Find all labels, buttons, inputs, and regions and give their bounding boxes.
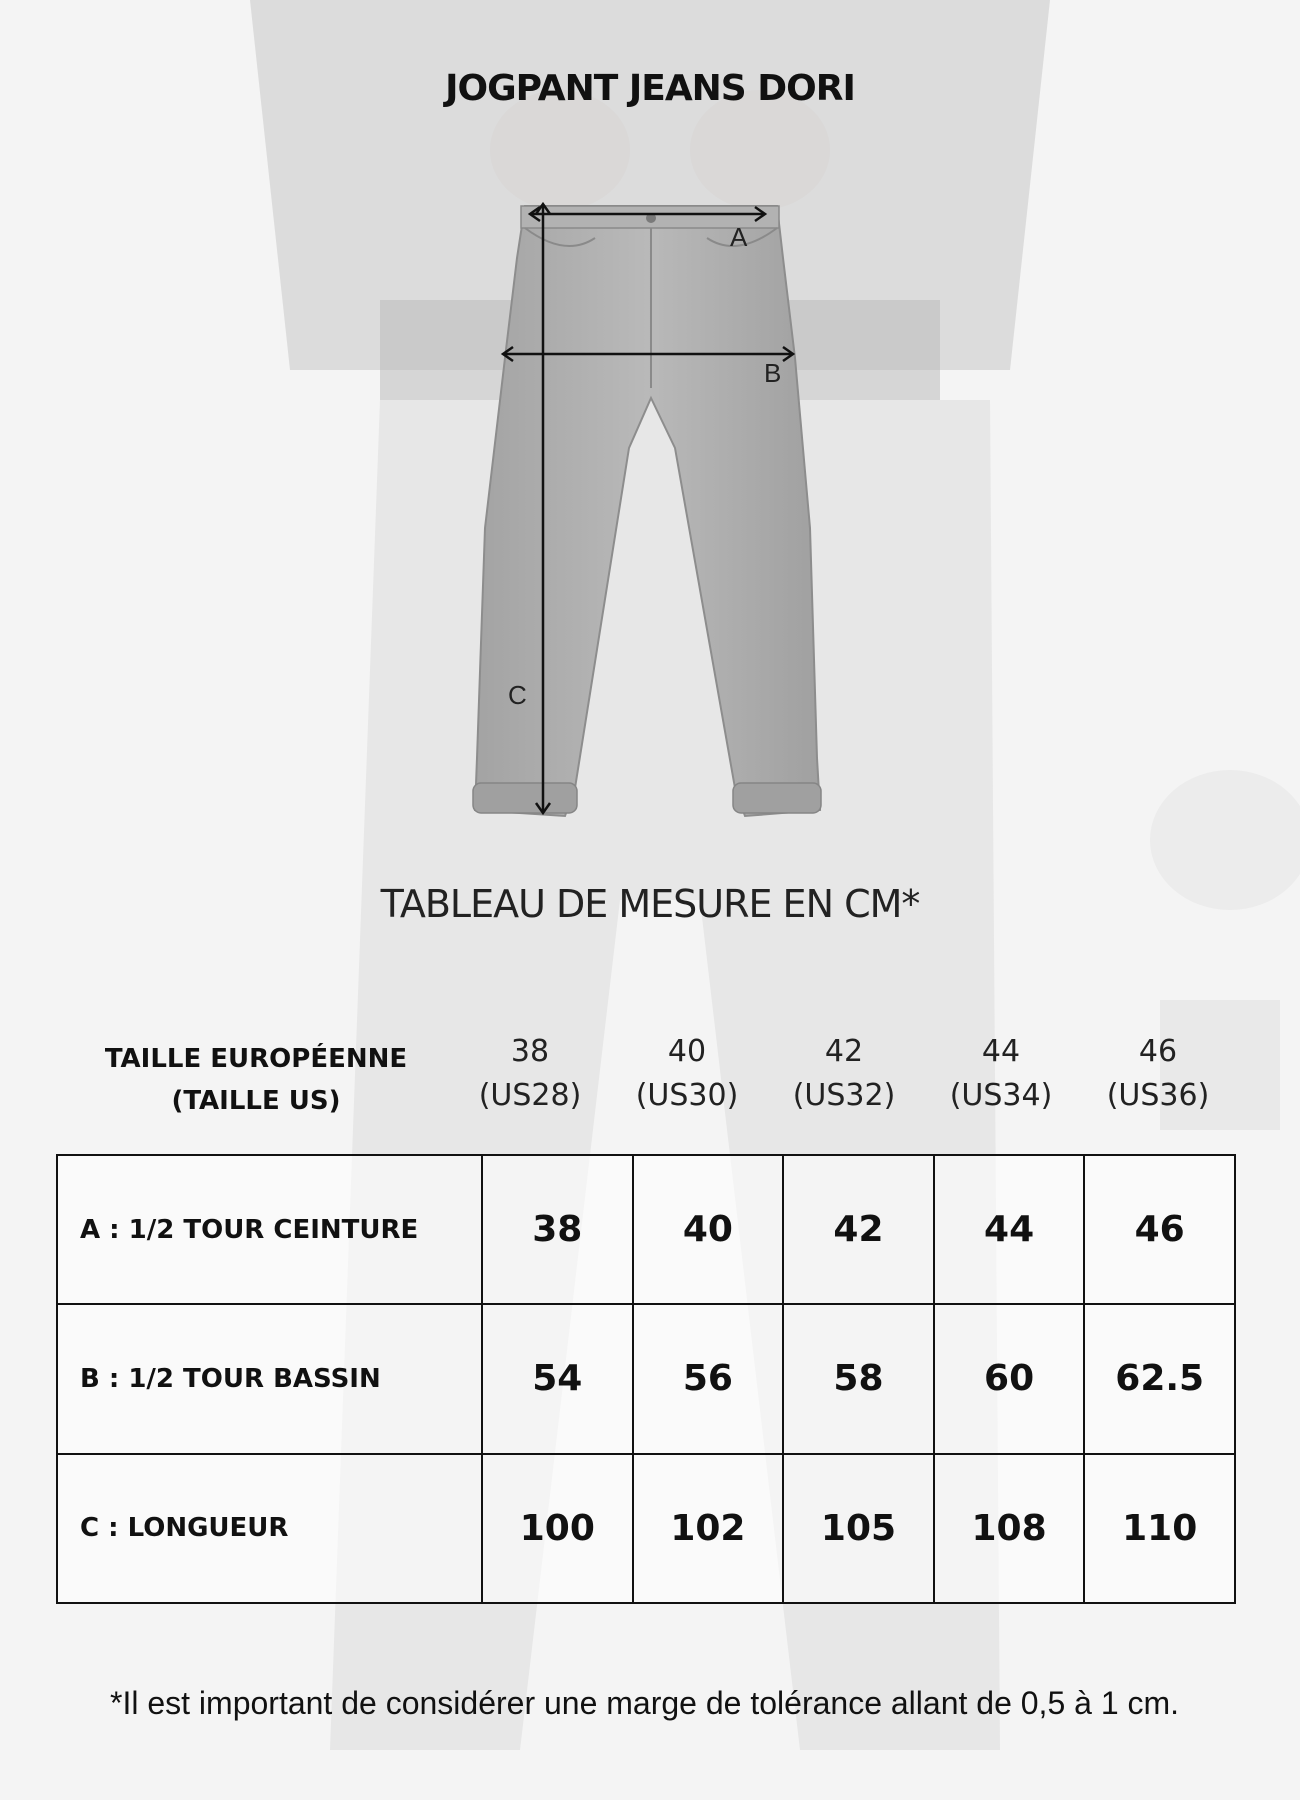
- size-column-42: [766, 1030, 922, 1118]
- size-eu: 40: [667, 1034, 707, 1069]
- table-title: TABLEAU DE MESURE EN CM*: [380, 882, 920, 926]
- table-cell: 46: [1084, 1155, 1235, 1304]
- dimension-label-b: B: [764, 358, 782, 388]
- table-cell: 108: [934, 1454, 1085, 1603]
- row-label-length: C : LONGUEUR: [57, 1454, 482, 1603]
- table-cell: 105: [783, 1454, 934, 1603]
- size-header-label: [56, 1038, 456, 1122]
- table-cell: 58: [783, 1304, 934, 1453]
- table-cell: 56: [633, 1304, 784, 1453]
- size-us: (US32): [792, 1078, 896, 1113]
- jeans-illustration: [465, 198, 845, 838]
- table-cell: 54: [482, 1304, 633, 1453]
- tolerance-footnote: *Il est important de considérer une marge de tolérance allant de 0,5 à 1 cm.: [110, 1685, 1180, 1721]
- table-row: [57, 1454, 1235, 1603]
- size-eu: 38: [510, 1034, 550, 1069]
- table-cell: 44: [934, 1155, 1085, 1304]
- table-cell: 40: [633, 1155, 784, 1304]
- size-eu: 44: [981, 1034, 1021, 1069]
- table-cell: 100: [482, 1454, 633, 1603]
- size-column-44: [923, 1030, 1079, 1118]
- size-header-us: (TAILLE US): [171, 1086, 341, 1116]
- size-column-38: [452, 1030, 608, 1118]
- table-row: [57, 1155, 1235, 1304]
- table-cell: 62.5: [1084, 1304, 1235, 1453]
- size-us: (US30): [635, 1078, 739, 1113]
- product-title: JOGPANT JEANS DORI: [445, 68, 855, 109]
- size-us: (US36): [1106, 1078, 1210, 1113]
- table-cell: 60: [934, 1304, 1085, 1453]
- size-eu: 42: [824, 1034, 864, 1069]
- measurement-table: [56, 1154, 1236, 1604]
- table-row: [57, 1304, 1235, 1453]
- size-eu: 46: [1138, 1034, 1178, 1069]
- size-header-eu: TAILLE EUROPÉENNE: [104, 1044, 408, 1074]
- dimension-label-a: A: [730, 222, 748, 252]
- table-cell: 102: [633, 1454, 784, 1603]
- table-cell: 110: [1084, 1454, 1235, 1603]
- row-label-hip: B : 1/2 TOUR BASSIN: [57, 1304, 482, 1453]
- size-us: (US34): [949, 1078, 1053, 1113]
- row-label-waist: A : 1/2 TOUR CEINTURE: [57, 1155, 482, 1304]
- size-column-40: [609, 1030, 765, 1118]
- table-cell: 42: [783, 1155, 934, 1304]
- dimension-label-c: C: [508, 680, 527, 710]
- size-column-46: [1080, 1030, 1236, 1118]
- table-cell: 38: [482, 1155, 633, 1304]
- size-us: (US28): [478, 1078, 582, 1113]
